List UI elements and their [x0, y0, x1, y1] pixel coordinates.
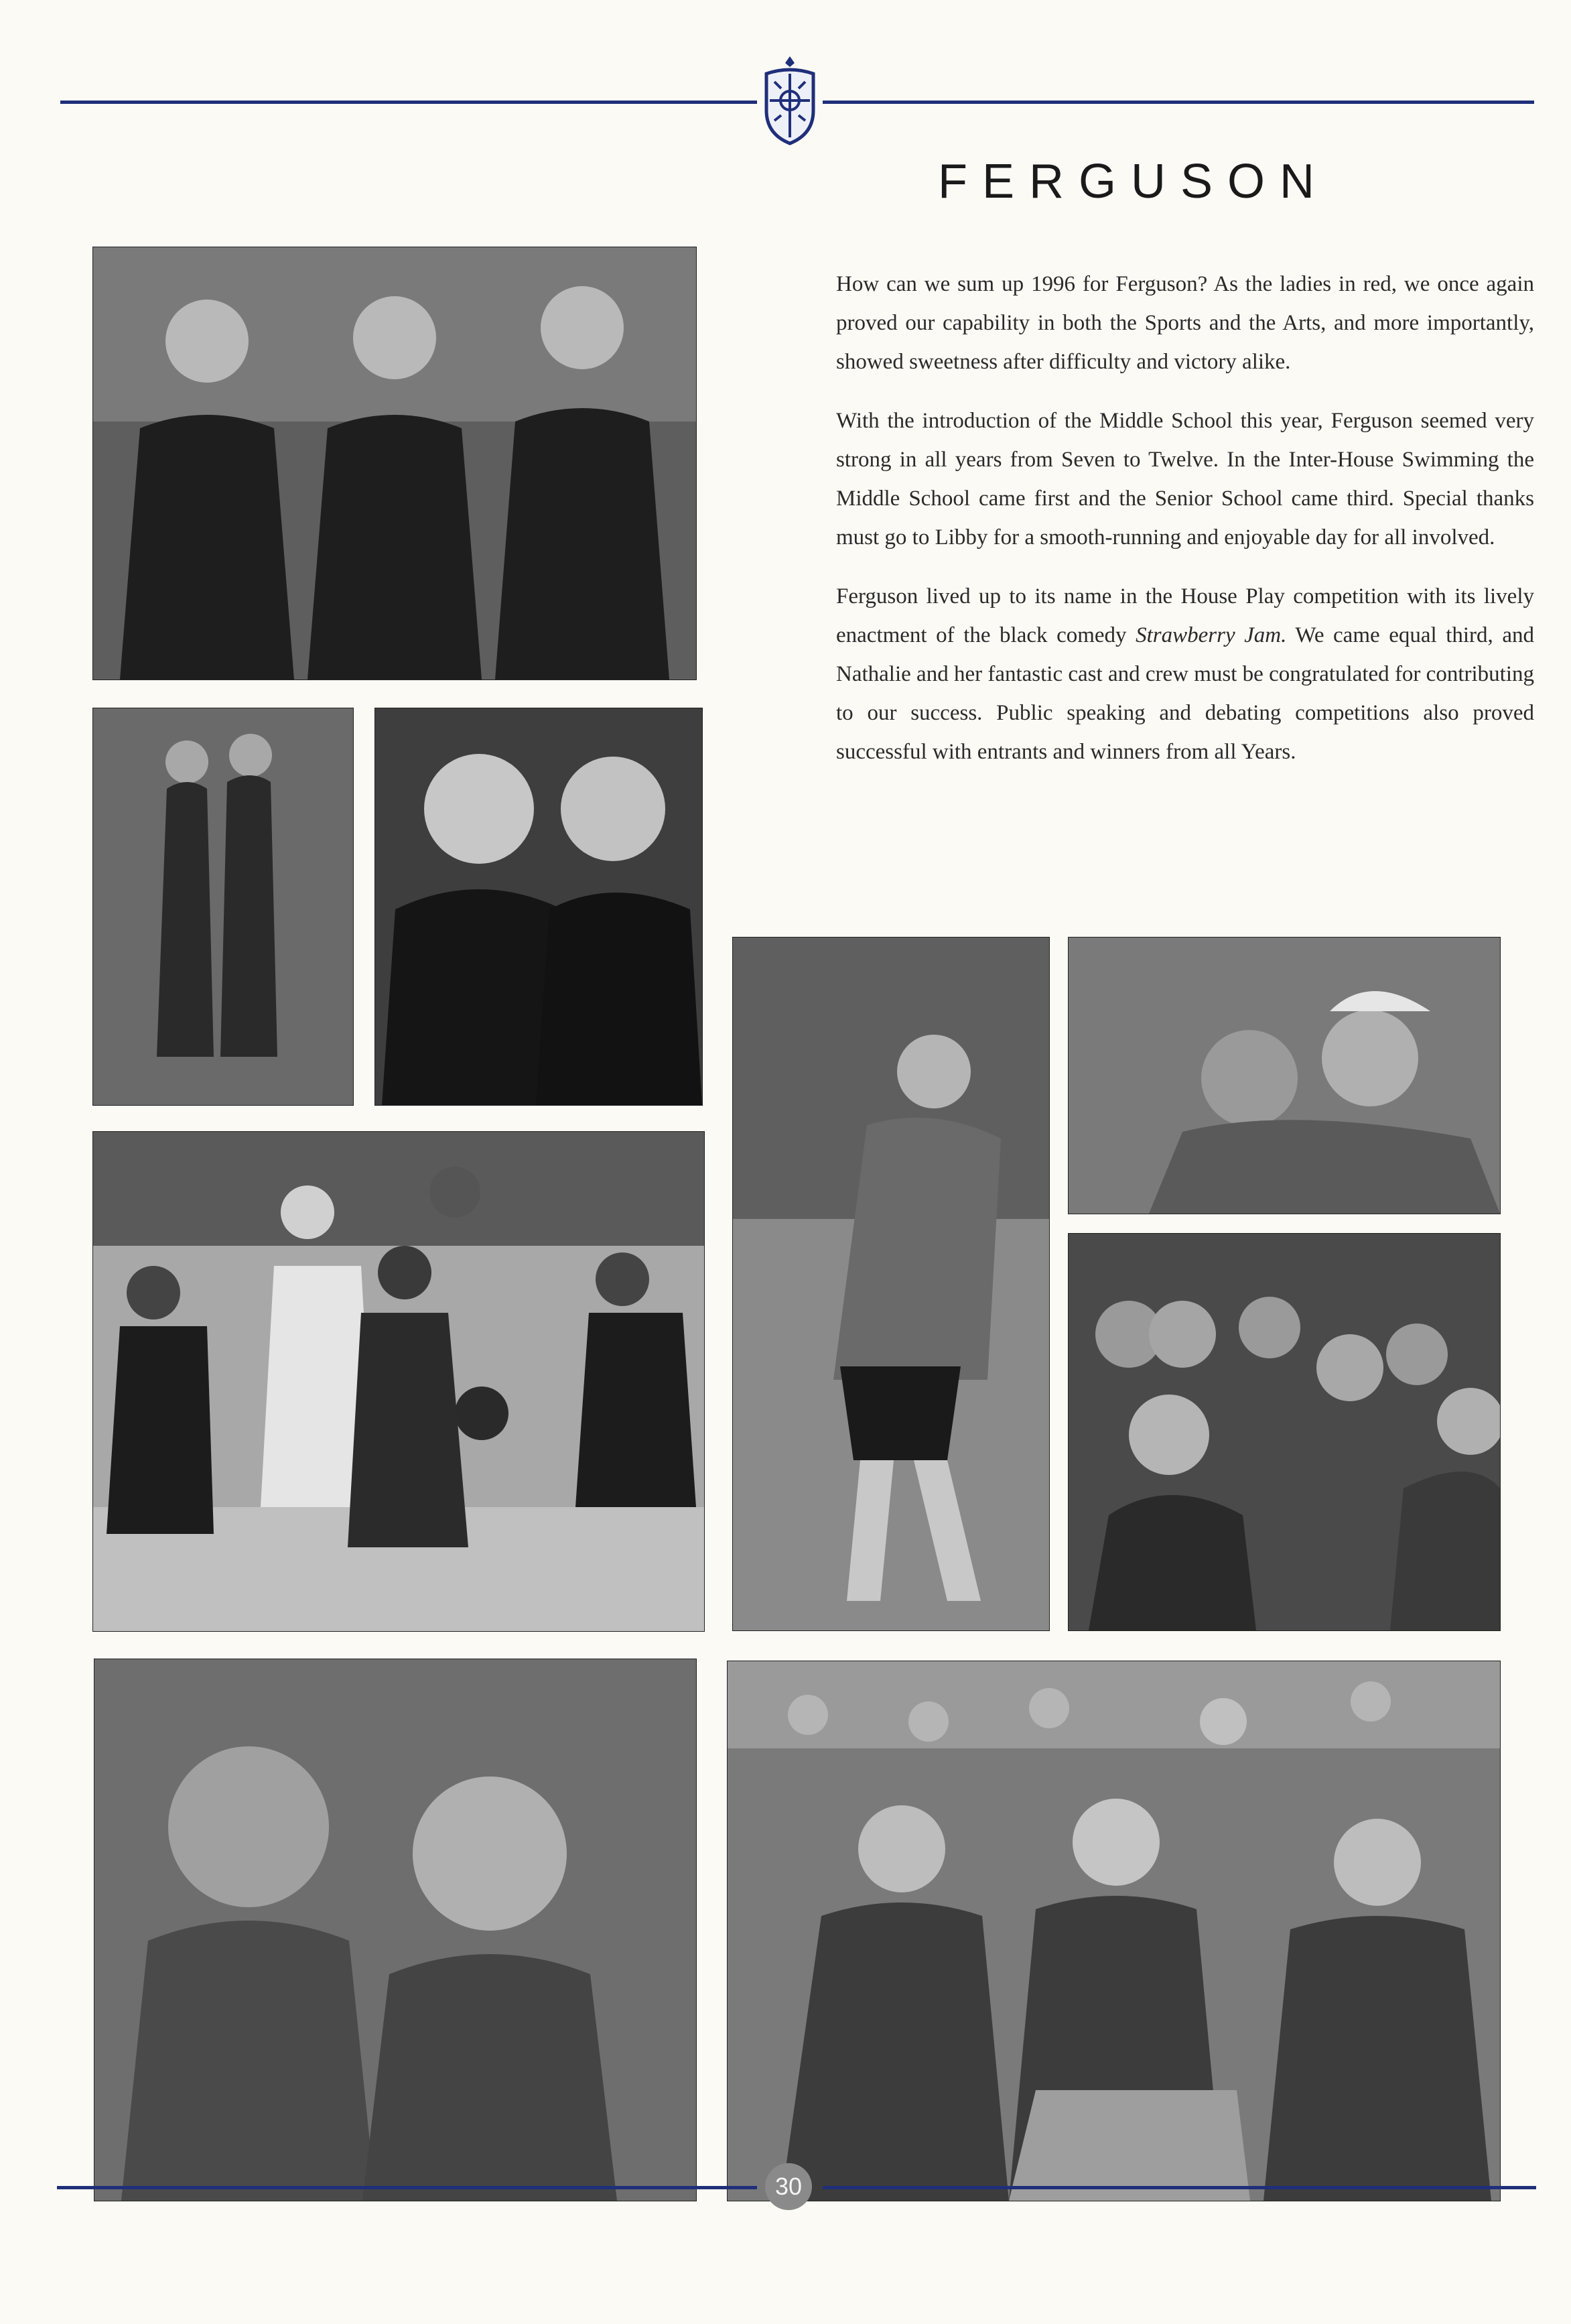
paragraph-text: Ferguson lived up to its name in the House Play competition with its lively enactment of the black comedy	[836, 584, 1534, 647]
paragraph-text: We came equal third, and Nathalie and her fantastic cast and crew must be congratulated for contributing to our success. Public speaking and debating competitions also proved successful with entrants and winners from all Years.	[836, 623, 1534, 764]
photo-student-running	[732, 937, 1050, 1631]
photo-crowd-of-students	[727, 1661, 1501, 2201]
paragraph	[836, 577, 1534, 771]
page-number: 30	[765, 2163, 812, 2210]
article-body	[836, 265, 1534, 791]
paragraph: How can we sum up 1996 for Ferguson? As the ladies in red, we once again proved our capability in both the Sports and the Arts, and more importantly, showed sweetness after difficulty and victory alike.	[836, 272, 1534, 374]
photo-two-students-hugging	[1068, 937, 1501, 1214]
paragraph: With the introduction of the Middle School this year, Ferguson seemed very strong in all years from Seven to Twelve. In the Inter-House Swimming the Middle School came first and the Senior School came third. Special thanks must go to Libby for a smooth-running and enjoyable day for all involved.	[836, 409, 1534, 550]
photo-two-students-closeup	[94, 1659, 697, 2201]
bottom-rule-left	[57, 2186, 757, 2189]
photo-group-sitting-on-wall	[92, 1131, 705, 1632]
page-title: FERGUSON	[938, 155, 1330, 208]
top-rule-left	[60, 101, 757, 104]
play-title: Strawberry Jam.	[1136, 623, 1287, 647]
photo-two-students-formal	[374, 708, 703, 1106]
photo-three-students-in-blazers	[92, 247, 697, 680]
photo-swimmers-group	[1068, 1233, 1501, 1631]
top-rule-right	[823, 101, 1534, 104]
photo-two-students-outdoors	[92, 708, 354, 1106]
bottom-rule-right	[823, 2186, 1536, 2189]
school-crest-icon	[760, 54, 820, 147]
